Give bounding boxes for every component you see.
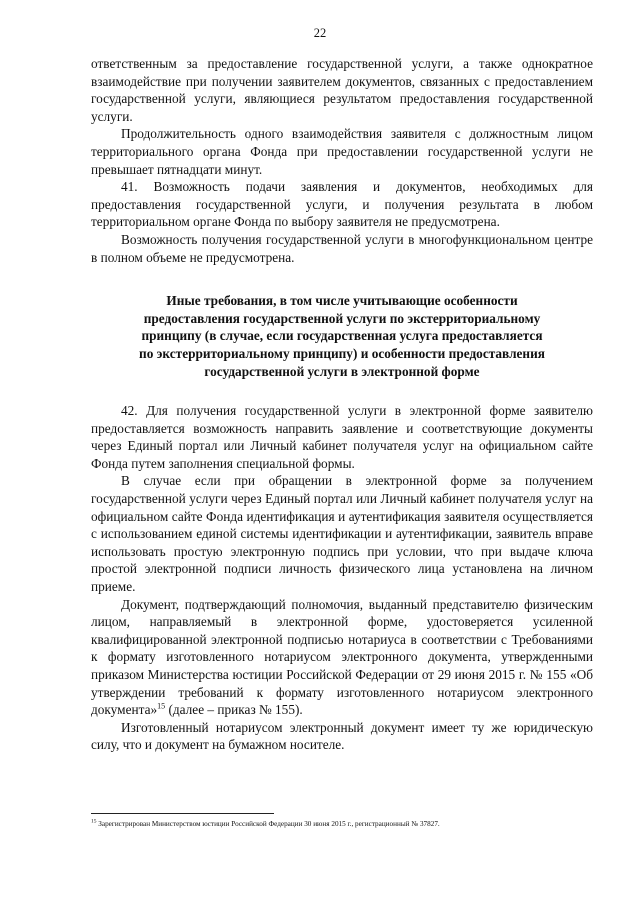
notary-tail: (далее – приказ № 155). — [165, 702, 303, 718]
paragraph-notary — [91, 596, 593, 719]
heading-line: предоставления государственной услуги по экстерриториальному — [143, 310, 541, 326]
paragraph-duration: Продолжительность одного взаимодействия заявителя с должностным лицом территориального органа Фонда при предоставлении государственной услуги не превышает пятнадцати минут. — [91, 126, 593, 177]
heading-line: государственной услуги в электронной форме — [204, 363, 480, 379]
heading-line: Иные требования, в том числе учитывающие особенности — [166, 293, 518, 309]
footnote — [91, 819, 593, 829]
footnote-divider — [91, 813, 274, 814]
page-number: 22 — [313, 26, 327, 40]
document-body — [91, 55, 593, 754]
notary-text: Документ, подтверждающий полномочия, выданный представителю физическим лицом, направляемый в электронной форме, удостоверяется усиленной квалифицированной электронной подписью нотариуса в соответствии с Требованиями к формату изготовленного нотариусом электронного документа, утвержденными приказом Министерства юстиции Российской Федерации от 29 июня 2015 г. № 155 «Об утверждении требований к формату изготовленного нотариусом электронного документа» — [91, 596, 593, 718]
section-heading — [91, 292, 593, 380]
footnote-ref[interactable]: 15 — [157, 701, 166, 711]
footnote-mark: 15 — [91, 818, 97, 825]
paragraph-legal-force: Изготовленный нотариусом электронный документ имеет ту же юридическую силу, что и документ на бумажном носителе. — [91, 719, 593, 753]
paragraph-41: 41. Возможность подачи заявления и документов, необходимых для предоставления государственной услуги, и получения результата в любом территориальном органе Фонда по выбору заявителя не предусмотрена. — [91, 179, 593, 230]
heading-line: принципу (в случае, если государственная услуга предоставляется — [141, 328, 543, 344]
paragraph-mfc: Возможность получения государственной услуги в многофункциональном центре в полном объеме не предусмотрена. — [91, 231, 593, 265]
paragraph-42: 42. Для получения государственной услуги в электронной форме заявителю предоставляется возможность направить заявление и соответствующие документы через Единый портал или Личный кабинет получателя услуг на официальном сайте Фонда путем заполнения специальной формы. — [91, 403, 593, 471]
footnote-text: Зарегистрирован Министерством юстиции Российской Федерации 30 июня 2015 г., регистрационный № 37827. — [96, 820, 440, 828]
paragraph-esia: В случае если при обращении в электронной форме за получением государственной услуги через Единый портал или Личный кабинет получателя услуг на официальном сайте Фонда идентификация и аутентификация заявителя осуществляется с использованием единой системы идентификации и аутентификации, заявитель вправе использовать простую электронную подпись при условии, что при выдаче ключа простой электронной подписи личность физического лица установлена на личном приеме. — [91, 473, 593, 595]
paragraph-continuation: ответственным за предоставление государственной услуги, а также однократное взаимодействие при получении заявителем документов, связанных с предоставлением государственной услуги, являющиеся результатом предоставления государственной услуги. — [91, 56, 593, 124]
heading-line: по экстерриториальному принципу) и особенности предоставления — [139, 345, 545, 361]
